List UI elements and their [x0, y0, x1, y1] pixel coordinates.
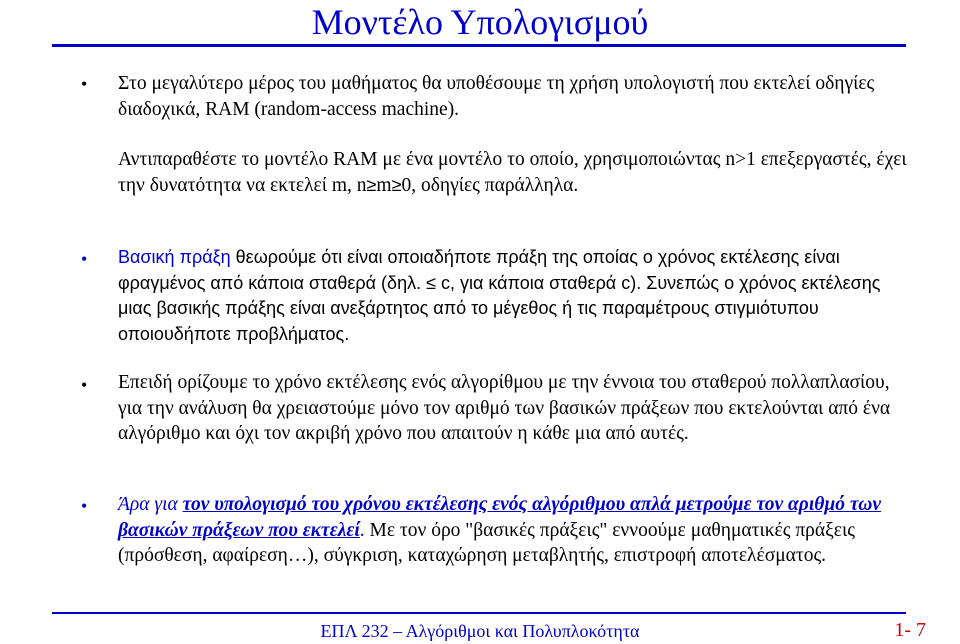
paragraph-parallel-text-c: 0, οδηγίες παράλληλα.	[401, 174, 579, 196]
paragraph-constant-multiple: Επειδή ορίζουμε το χρόνο εκτέλεσης ενός αλγορίθμου με την έννοια του σταθερού πολλαπλασίου, για την ανάλυση θα χρειαστούμε μόνο τον αριθμό των βασικών πράξεων που εκτελούνται από ένα αλγόριθμο και όχι τον ακριβή χρόνο που απαιτούν η κάθε μια από αυτές.	[118, 372, 891, 444]
paragraph-counting-operations	[118, 492, 918, 569]
title-divider	[52, 44, 906, 47]
ge-symbol: ≥	[391, 174, 402, 195]
bullet-marker: •	[81, 74, 88, 94]
footer-divider	[52, 612, 906, 614]
emphasis-main: τον υπολογισμό του χρόνου εκτέλεσης ενός αλγόριθμου απλά μετρούμε τον αριθμό των βασικών πράξεων που εκτελεί	[118, 494, 881, 541]
basic-operation-term: Βασική πράξη	[118, 247, 231, 267]
footer-course-title: ΕΠΛ 232 – Αλγόριθμοι και Πολυπλοκότητα	[320, 621, 640, 641]
bullet-marker: •	[81, 375, 88, 395]
paragraph-parallel-text-a: Αντιπαραθέστε το μοντέλο RAM με ένα μοντέλο το οποίο, χρησιμοποιώντας n>1 επεξεργαστές, έχει την δυνατότητα να εκτελεί m, n	[118, 149, 907, 196]
ge-symbol: ≥	[366, 174, 377, 195]
paragraph-ram: Στο μεγαλύτερο μέρος του μαθήματος θα υποθέσουμε τη χρήση υπολογιστή που εκτελεί οδηγίες διαδοχικά, RAM (random-access machine).	[118, 73, 875, 120]
counting-operations-text: Με τον όρο "βασικές πράξεις" εννοούμε μαθηματικές πράξεις (πρόσθεση, αφαίρεση…), σύγκριση, καταχώρηση μεταβλητής, επιστροφή αποτελέσματος.	[118, 519, 855, 566]
emphasis-intro: Άρα για	[118, 494, 183, 515]
bullet-marker: •	[81, 249, 88, 269]
paragraph-parallel-model	[118, 147, 918, 198]
bullet-marker: •	[81, 496, 88, 516]
le-symbol: ≤	[426, 272, 436, 293]
paragraph-parallel-text-b: m	[376, 174, 392, 196]
page-number: 1- 7	[894, 619, 926, 641]
basic-operation-text-b: c, για κάποια σταθερά c). Συνεπώς ο χρόνος εκτέλεσης μιας βασικής πράξης είναι ανεξάρτητος από το μέγεθος ή τις παραμέτρους στιγμιότυπου οποιουδήποτε προβλήματος.	[118, 272, 881, 344]
basic-operation-text-a: θεωρούμε ότι είναι οποιαδήποτε πράξη της οποίας ο χρόνος εκτέλεσης είναι φραγμένος από κάποια σταθερά (δηλ.	[118, 247, 840, 293]
slide-title: Μοντέλο Υπολογισμού	[311, 2, 649, 42]
emphasis-end: .	[359, 519, 365, 541]
paragraph-basic-operation	[118, 245, 908, 347]
